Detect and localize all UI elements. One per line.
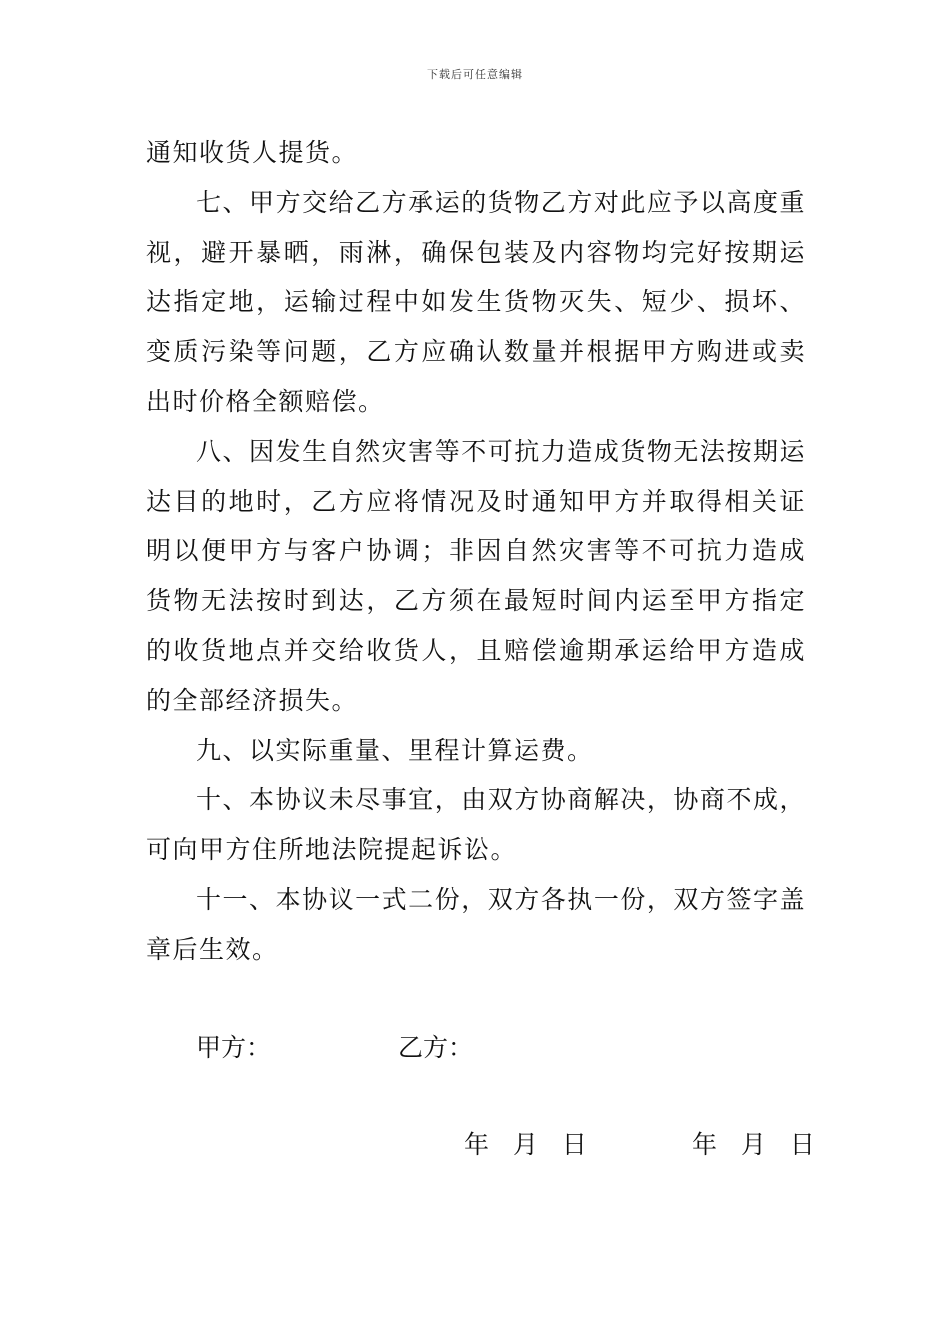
page-header-note: 下载后可任意编辑 xyxy=(427,68,523,81)
clause-ten: 十、本协议未尽事宜，由双方协商解决，协商不成，可向甲方住所地法院提起诉讼。 xyxy=(146,785,806,865)
paragraph-continuation: 通知收货人提货。 xyxy=(146,138,359,167)
clause-eleven: 十一、本协议一式二份，双方各执一份，双方签字盖章后生效。 xyxy=(146,884,806,964)
party-a-signature-label: 甲方： xyxy=(196,1033,272,1062)
document-body xyxy=(146,128,806,975)
clause-eight: 八、因发生自然灾害等不可抗力造成货物无法按期运达目的地时，乙方应将情况及时通知甲方并取得相关证明以便甲方与客户协调；非因自然灾害等不可抗力造成货物无法按时到达，乙方须在最短时间内运至甲方指定的收货地点并交给收货人，且赔偿逾期承运给甲方造成的全部经济损失。 xyxy=(146,436,806,715)
party-a-date: 年 月 日 xyxy=(464,1130,591,1159)
clause-seven: 七、甲方交给乙方承运的货物乙方对此应予以高度重视，避开暴晒，雨淋，确保包装及内容物均完好按期运达指定地，运输过程中如发生货物灭失、短少、损坏、变质污染等问题，乙方应确认数量并根据甲方购进或卖出时价格全额赔偿。 xyxy=(146,187,806,416)
party-b-signature-label: 乙方： xyxy=(398,1033,474,1062)
party-b-date: 年 月 日 xyxy=(692,1130,819,1159)
clause-nine: 九、以实际重量、里程计算运费。 xyxy=(196,735,594,765)
